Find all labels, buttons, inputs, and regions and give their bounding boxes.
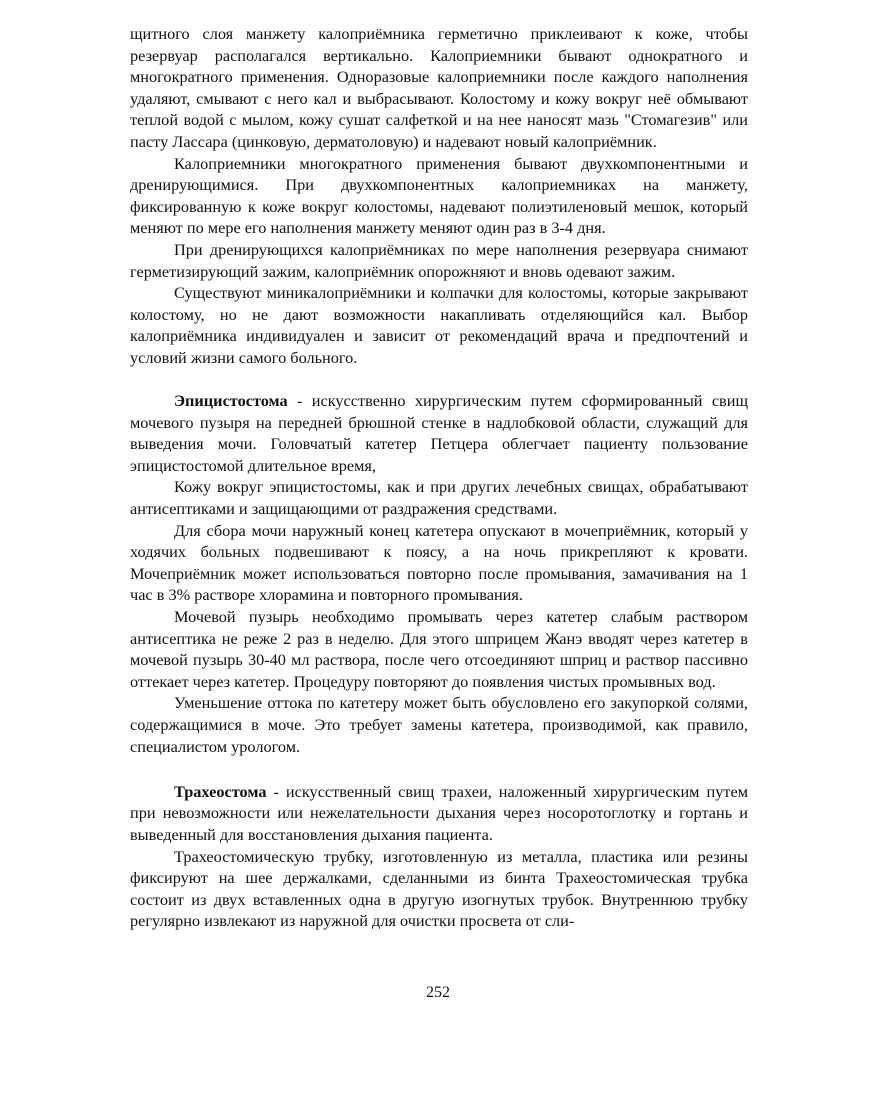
term-epicystostomy: Эпицистостома (174, 391, 288, 411)
paragraph-drainable-pouches: При дренирующихся калоприёмниках по мере наполнения резервуара снимают герметизирующий зажим, калоприёмник опорожняют и вновь одевают зажим. (130, 239, 748, 281)
paragraph-reduced-outflow: Уменьшение оттока по катетеру может быть обусловлено его закупоркой солями, содержащимися в моче. Это требует замены катетера, производимой, как правило, специалистом урологом. (130, 693, 748, 756)
definition-tracheostomy: - искусственный свищ трахеи, наложенный хирургическим путем при невозможности или нежелательности дыхания через носоротоглотку и гортань и выведенный для восстановления дыхания пациента. (130, 781, 748, 844)
paragraph-urine-collection: Для сбора мочи наружный конец катетера опускают в мочеприёмник, который у ходячих больных подвешивают к поясу, а на ночь прикрепляют к кровати. Мочеприёмник может использоваться повторно после промывания, замачивания на 1 час в 3% растворе хлорамина и повторного промывания. (130, 520, 748, 605)
paragraph-reusable-pouches: Калоприемники многократного применения бывают двухкомпонентными и дренирующимися. При двухкомпонентных калоприемниках на манжету, фиксированную к коже вокруг колостомы, надевают полиэтиленовый мешок, который меняют по мере его наполнения манжету меняют один раз в 3-4 дня. (130, 153, 748, 238)
paragraph-skin-care: Кожу вокруг эпицистостомы, как и при других лечебных свищах, обрабатывают антисептиками и защищающими от раздражения средствами. (130, 477, 748, 519)
section-spacer (130, 369, 748, 391)
section-epicystostomy-definition (130, 390, 748, 476)
paragraph-continued: щитного слоя манжету калоприёмника герметично приклеивают к коже, чтобы резервуар располагался вертикально. Калоприемники бывают однократного и многократного применения. Одноразовые калоприемники после каждого наполнения удаляют, смывают с него кал и выбрасывают. Колостому и кожу вокруг неё обмывают теплой водой с мылом, кожу сушат салфеткой и на нее наносят мазь "Стомагезив" или пасту Лассара (цинковую, дерматоловую) и надевают новый калоприёмник. (130, 24, 748, 151)
page-number: 252 (426, 984, 450, 1001)
definition-epicystostomy: - искусственно хирургическим путем сформированный свищ мочевого пузыря на передней брюшной стенке в надлобковой области, служащий для выведения мочи. Головчатый катетер Петцера облегчает пациенту пользование эпицистостомой длительное время, (130, 391, 748, 475)
body-text (130, 23, 748, 932)
paragraph-mini-pouches: Существуют миникалоприёмники и колпачки для колостомы, которые закрывают колостому, но не дают возможности накапливать отделяющийся кал. Выбор калоприёмника индивидуален и зависит от рекомендаций врача и предпочтений и условий жизни самого больного. (130, 283, 748, 367)
paragraph-tracheostomy-tube: Трахеостомическую трубку, изготовленную из металла, пластика или резины фиксируют на шее держалками, сделанными из бинта Трахеостомическая трубка состоит из двух вставленных одна в другую изогнутых трубок. Внутреннюю трубку регулярно извлекают из наружной для очистки просвета от сли- (130, 846, 748, 931)
term-tracheostomy: Трахеостома (174, 781, 267, 801)
paragraph-bladder-irrigation: Мочевой пузырь необходимо промывать через катетер слабым раствором антисептика не реже 2 раз в неделю. Для этого шприцем Жанэ вводят через катетер в мочевой пузырь 30-40 мл раствора, после чего отсоединяют шприц и раствор пассивно оттекает через катетер. Процедуру повторяют до появления чистых промывных вод. (130, 607, 748, 691)
section-spacer (130, 757, 748, 781)
section-tracheostomy-definition (130, 781, 748, 846)
